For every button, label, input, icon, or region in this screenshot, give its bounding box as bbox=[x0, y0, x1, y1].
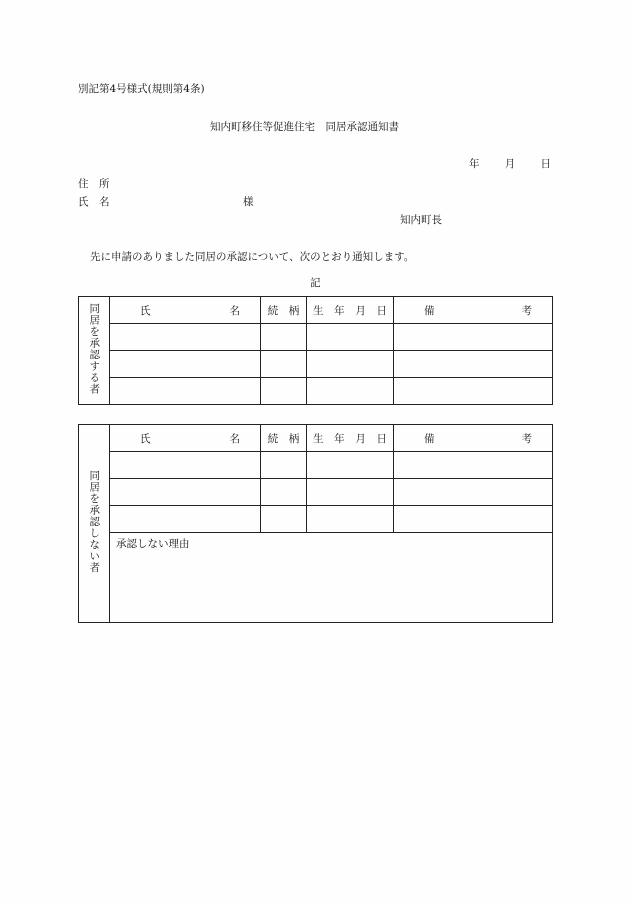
header-remarks: 備 考 bbox=[394, 425, 553, 452]
header-relation: 続 柄 bbox=[261, 297, 307, 324]
reason-cell[interactable] bbox=[110, 533, 553, 623]
month-label: 月 bbox=[504, 158, 516, 170]
birthdate-cell[interactable] bbox=[307, 479, 394, 506]
table-row bbox=[79, 479, 553, 506]
remarks-cell[interactable] bbox=[394, 351, 553, 378]
remarks-cell[interactable] bbox=[394, 378, 553, 405]
name-cell[interactable] bbox=[110, 324, 261, 351]
remarks-cell[interactable] bbox=[394, 452, 553, 479]
year-label: 年 bbox=[469, 158, 480, 170]
document-title: 知内町移住等促進住宅 同居承認通知書 bbox=[210, 121, 399, 133]
reason-row bbox=[79, 533, 553, 623]
form-reference: 別記第4号様式(規則第4条) bbox=[78, 83, 205, 95]
issuer: 知内町長 bbox=[400, 214, 442, 226]
header-birthdate: 生 年 月 日 bbox=[307, 297, 394, 324]
relation-cell[interactable] bbox=[261, 479, 307, 506]
birthdate-cell[interactable] bbox=[307, 452, 394, 479]
relation-cell[interactable] bbox=[261, 506, 307, 533]
relation-cell[interactable] bbox=[261, 324, 307, 351]
reason-label: 承認しない理由 bbox=[116, 538, 190, 550]
table-row bbox=[79, 378, 553, 405]
remarks-cell[interactable] bbox=[394, 479, 553, 506]
header-birthdate: 生 年 月 日 bbox=[307, 425, 394, 452]
rejected-table bbox=[78, 424, 553, 623]
remarks-cell[interactable] bbox=[394, 324, 553, 351]
rejected-side-label: 同居を承認しない者 bbox=[79, 425, 110, 623]
name-cell[interactable] bbox=[110, 506, 261, 533]
table-row bbox=[79, 506, 553, 533]
name-label: 氏 名 bbox=[78, 196, 110, 208]
name-cell[interactable] bbox=[110, 351, 261, 378]
relation-cell[interactable] bbox=[261, 351, 307, 378]
table-row bbox=[79, 324, 553, 351]
approved-side-label: 同居を承認する者 bbox=[79, 297, 110, 405]
relation-cell[interactable] bbox=[261, 378, 307, 405]
relation-cell[interactable] bbox=[261, 452, 307, 479]
birthdate-cell[interactable] bbox=[307, 506, 394, 533]
birthdate-cell[interactable] bbox=[307, 351, 394, 378]
header-remarks: 備 考 bbox=[394, 297, 553, 324]
approved-table bbox=[78, 296, 553, 405]
name-cell[interactable] bbox=[110, 452, 261, 479]
birthdate-cell[interactable] bbox=[307, 324, 394, 351]
header-name: 氏 名 bbox=[110, 425, 261, 452]
header-relation: 続 柄 bbox=[261, 425, 307, 452]
remarks-cell[interactable] bbox=[394, 506, 553, 533]
table-header-row bbox=[79, 297, 553, 324]
honorific: 様 bbox=[243, 196, 254, 208]
address-label: 住 所 bbox=[78, 178, 110, 190]
birthdate-cell[interactable] bbox=[307, 378, 394, 405]
date-line bbox=[469, 156, 551, 171]
table-row bbox=[79, 351, 553, 378]
name-cell[interactable] bbox=[110, 378, 261, 405]
note-mark: 記 bbox=[310, 277, 321, 289]
header-name: 氏 名 bbox=[110, 297, 261, 324]
table-row bbox=[79, 452, 553, 479]
name-cell[interactable] bbox=[110, 479, 261, 506]
body-text: 先に申請のありました同居の承認について、次のとおり通知します。 bbox=[90, 251, 415, 263]
day-label: 日 bbox=[540, 158, 551, 170]
table-header-row bbox=[79, 425, 553, 452]
